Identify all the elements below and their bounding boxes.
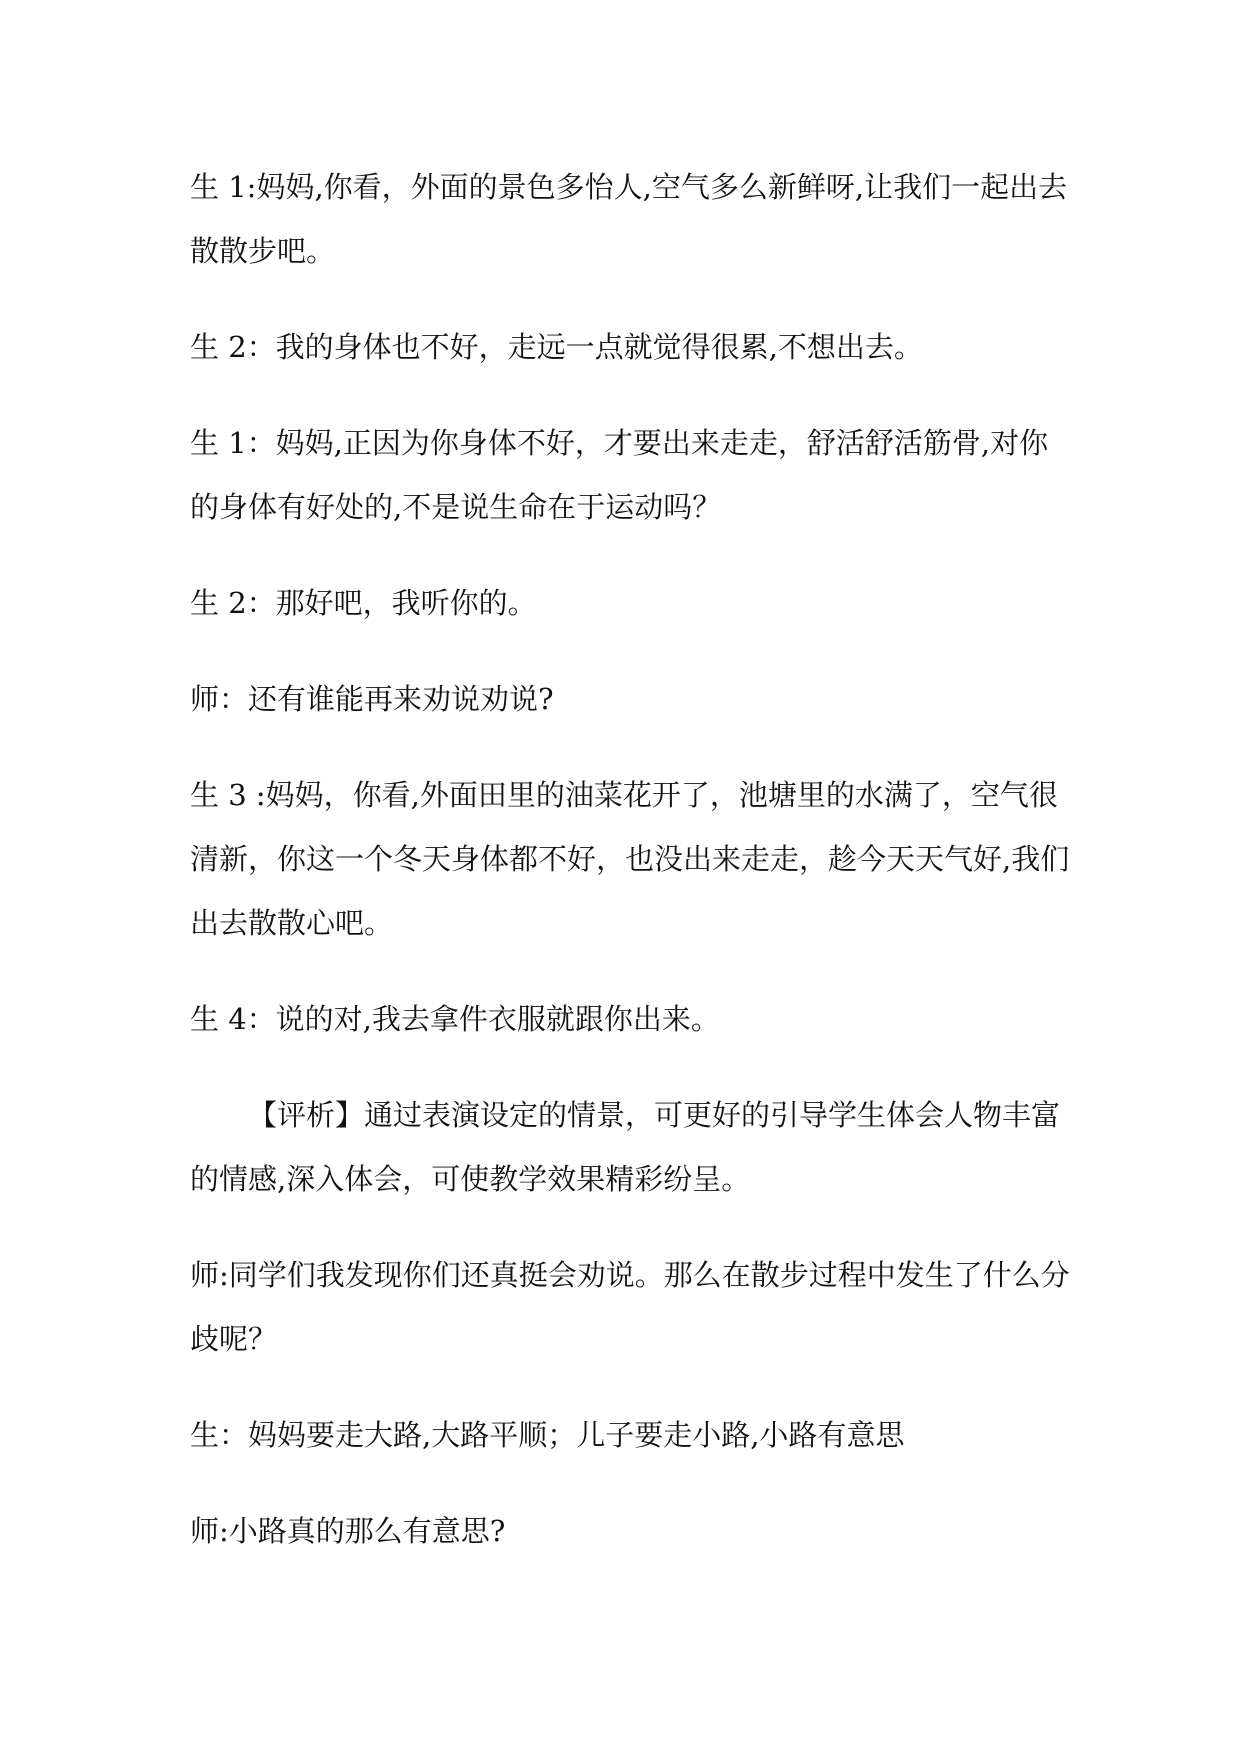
dialogue-paragraph-11: 师:小路真的那么有意思? [190, 1514, 506, 1548]
dialogue-paragraph-2: 生 2：我的身体也不好，走远一点就觉得很累,不想出去。 [190, 330, 923, 364]
dialogue-paragraph-6: 生 3 :妈妈，你看,外面田里的油菜花开了，池塘里的水满了，空气很清新，你这一个冬天身体都不好，也没出来走走，趁今天天气好,我们出去散散心吧。 [190, 778, 1070, 940]
dialogue-paragraph-9: 师:同学们我发现你们还真挺会劝说。那么在散步过程中发生了什么分歧呢？ [190, 1258, 1070, 1356]
dialogue-paragraph-4: 生 2：那好吧，我听你的。 [190, 586, 537, 620]
document-body [190, 155, 1070, 1563]
dialogue-paragraph-7: 生 4：说的对,我去拿件衣服就跟你出来。 [190, 1002, 720, 1036]
dialogue-paragraph-5: 师：还有谁能再来劝说劝说? [190, 682, 554, 716]
commentary-paragraph: 【评析】通过表演设定的情景，可更好的引导学生体会人物丰富的情感,深入体会，可使教学效果精彩纷呈。 [190, 1098, 1061, 1196]
dialogue-paragraph-10: 生：妈妈要走大路,大路平顺；儿子要走小路,小路有意思 [190, 1418, 905, 1452]
dialogue-paragraph-3: 生 1：妈妈,正因为你身体不好，才要出来走走，舒活舒活筋骨,对你的身体有好处的,不是说生命在于运动吗？ [190, 426, 1049, 524]
dialogue-paragraph-1: 生 1:妈妈,你看，外面的景色多怡人,空气多么新鲜呀,让我们一起出去散散步吧。 [190, 170, 1068, 268]
